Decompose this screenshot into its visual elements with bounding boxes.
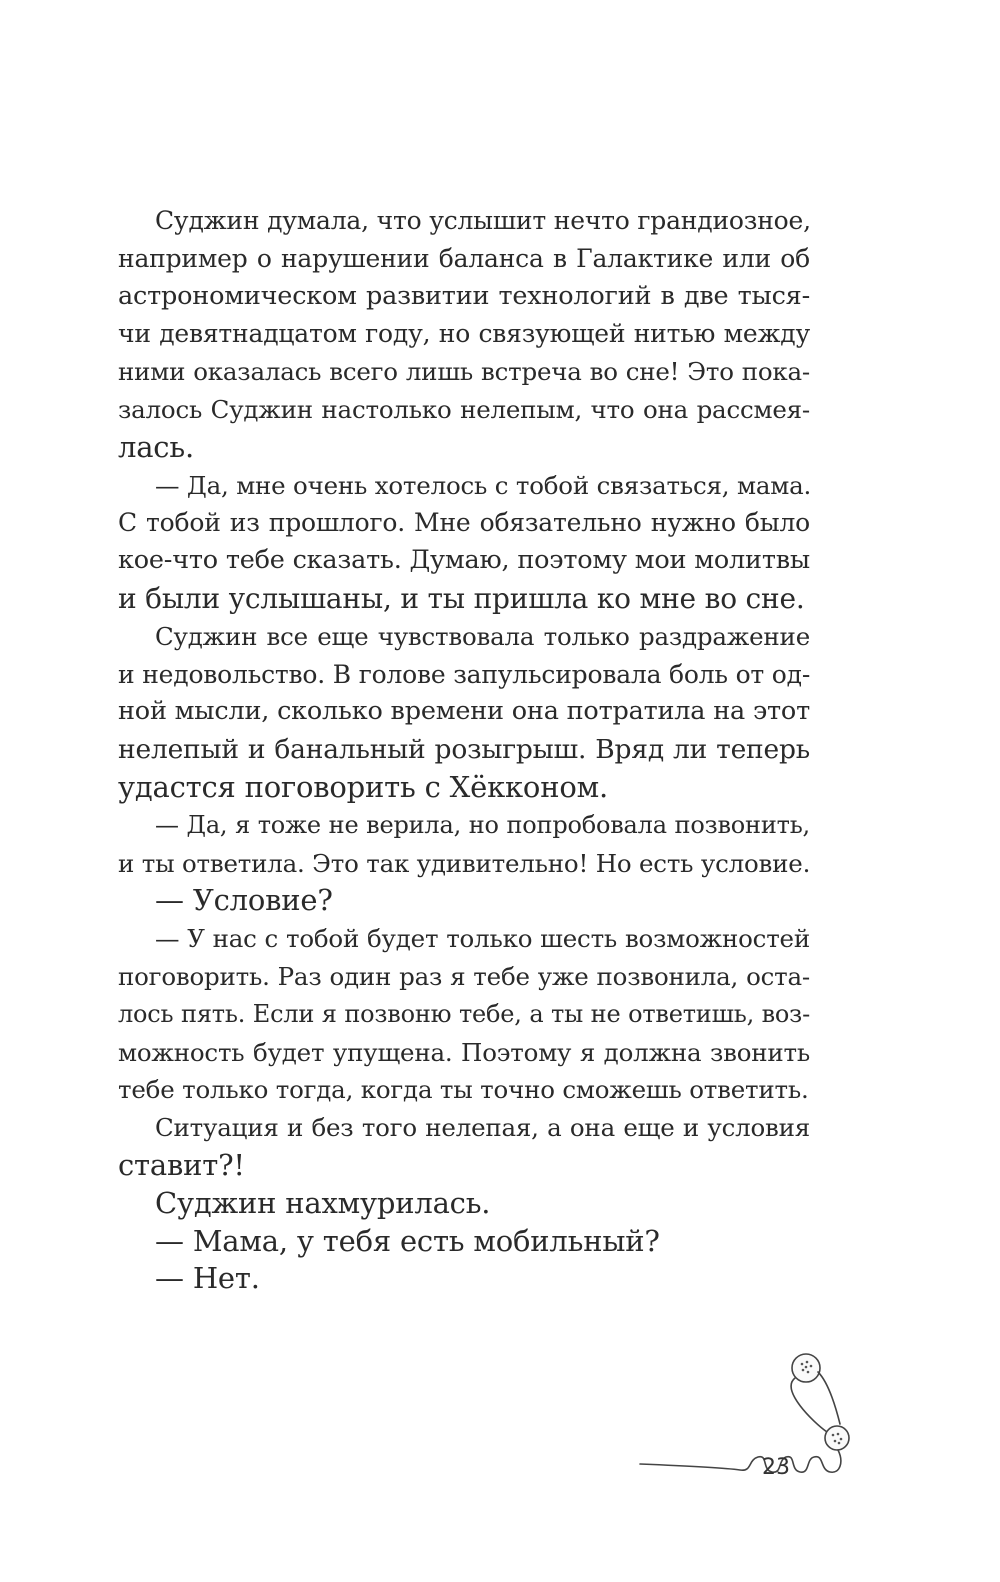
- text-line: например о нарушении баланса в Галактике или об: [118, 243, 810, 273]
- telephone-handset-icon: [630, 1342, 870, 1482]
- text-line: чи девятнадцатом году, но связующей нитью между: [118, 319, 810, 349]
- paragraph: [118, 467, 810, 618]
- text-line: и были услышаны, и ты пришла ко мне во сне.: [118, 581, 805, 615]
- paragraph: [118, 1223, 810, 1261]
- text-line: — Да, мне очень хотелось с тобой связаться, мама.: [155, 470, 812, 500]
- text-line: можность будет упущена. Поэтому я должна звонить: [118, 1037, 810, 1067]
- text-line: ной мысли, сколько времени она потратила на этот: [118, 696, 810, 727]
- text-line: Ситуация и без того нелепая, а она еще и условия: [155, 1113, 810, 1143]
- page-number: 23: [762, 1455, 790, 1480]
- text-line: — Нет.: [155, 1261, 260, 1296]
- paragraph: [118, 1185, 810, 1223]
- text-line: — Да, я тоже не верила, но попробовала позвонить,: [155, 810, 810, 839]
- text-line: Суджин нахмурилась.: [155, 1185, 491, 1220]
- paragraph: [118, 882, 810, 920]
- text-line: нелепый и банальный розыгрыш. Вряд ли теперь: [118, 734, 810, 766]
- text-line: С тобой из прошлого. Мне обязательно нужно было: [118, 508, 810, 538]
- body-text: [118, 202, 810, 1298]
- text-line: и недовольство. В голове запульсировала боль от од-: [118, 659, 811, 689]
- text-line: ними оказалась всего лишь встреча во сне! Это пока-: [118, 357, 810, 387]
- text-line: Суджин все еще чувствовала только раздражение: [155, 621, 810, 651]
- text-line: ставит?!: [118, 1147, 245, 1182]
- text-line: — Мама, у тебя есть мобильный?: [155, 1223, 660, 1258]
- text-line: — Условие?: [155, 883, 333, 918]
- paragraph: [118, 202, 810, 467]
- text-line: астрономическом развитии технологий в две тыся-: [118, 280, 810, 311]
- text-line: поговорить. Раз один раз я тебе уже позвонила, оста-: [118, 961, 810, 991]
- text-line: залось Суджин настолько нелепым, что она рассмея-: [118, 394, 810, 424]
- text-line: тебе только тогда, когда ты точно сможешь ответить.: [118, 1075, 809, 1105]
- text-line: Суджин думала, что услышит нечто грандиозное,: [155, 206, 811, 235]
- text-line: — У нас с тобой будет только шесть возможностей: [155, 924, 810, 954]
- text-line: лось пять. Если я позвоню тебе, а ты не ответишь, воз-: [118, 999, 810, 1028]
- paragraph: [118, 920, 810, 1109]
- text-line: кое-что тебе сказать. Думаю, поэтому мои молитвы: [118, 545, 810, 576]
- text-line: и ты ответила. Это так удивительно! Но есть условие.: [118, 848, 811, 878]
- paragraph: [118, 1109, 810, 1185]
- paragraph: [118, 618, 810, 807]
- paragraph: [118, 1260, 810, 1298]
- text-line: лась.: [118, 429, 194, 464]
- paragraph: [118, 807, 810, 883]
- text-line: удастся поговорить с Хёкконом.: [118, 769, 608, 804]
